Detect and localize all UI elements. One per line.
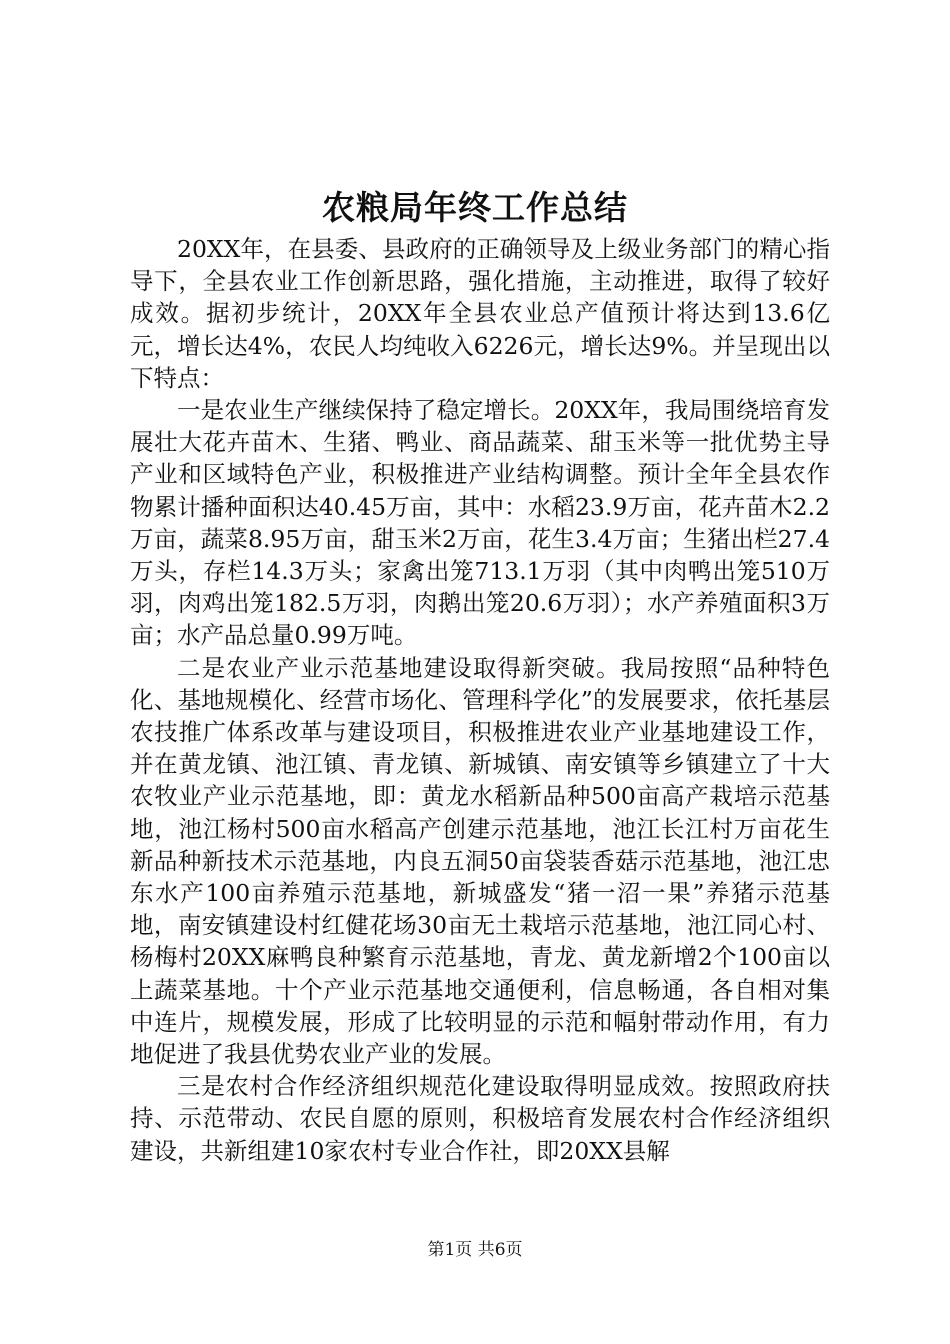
page-footer: 第1页 共6页 (427, 1240, 523, 1260)
paragraph-cooperative-organizations: 三是农村合作经济组织规范化建设取得明显成效。按照政府扶持、示范带动、农民自愿的原则，积极培育发展农村合作经济组织建设，共新组建10家农村专业合作社，即20XX县解 (130, 1072, 830, 1165)
paragraph-intro: 20XX年，在县委、县政府的正确领导及上级业务部门的精心指导下，全县农业工作创新思路，强化措施，主动推进，取得了较好成效。据初步统计，20XX年全县农业总产值预计将达到13.6亿元，增长达4%，农民人均纯收入6226元，增长达9%。并呈现出以下特点： (130, 235, 830, 392)
document-title: 农粮局年终工作总结 (322, 188, 628, 227)
paragraph-production-growth: 一是农业生产继续保持了稳定增长。20XX年，我局围绕培育发展壮大花卉苗木、生猪、鸭业、商品蔬菜、甜玉米等一批优势主导产业和区域特色产业，积极推进产业结构调整。预计全年全县农作物累计播种面积达40.45万亩，其中：水稻23.9万亩，花卉苗木2.2万亩，蔬菜8.95万亩，甜玉米2万亩，花生3.4万亩；生猪出栏27.4万头，存栏14.3万头；家禽出笼713.1万羽（其中肉鸭出笼510万羽，肉鸡出笼182.5万羽，肉鹅出笼20.6万羽）；水产养殖面积3万亩；水产品总量0.99万吨。 (130, 396, 830, 650)
paragraph-demonstration-bases: 二是农业产业示范基地建设取得新突破。我局按照“品种特色化、基地规模化、经营市场化、管理科学化”的发展要求，依托基层农技推广体系改革与建设项目，积极推进农业产业基地建设工作，并在黄龙镇、池江镇、青龙镇、新城镇、南安镇等乡镇建立了十大农牧业产业示范基地，即：黄龙水稻新品种500亩高产栽培示范基地，池江杨村500亩水稻高产创建示范基地，池江长江村万亩花生新品种新技术示范基地，内良五洞50亩袋装香菇示范基地，池江忠东水产100亩养殖示范基地，新城盛发“猪一沼一果”养猪示范基地，南安镇建设村红健花场30亩无土栽培示范基地，池江同心村、杨梅村20XX麻鸭良种繁育示范基地，青龙、黄龙新增2个100亩以上蔬菜基地。十个产业示范基地交通便利，信息畅通，各自相对集中连片，规模发展，形成了比较明显的示范和幅射带动作用，有力地促进了我县优势农业产业的发展。 (130, 653, 830, 1069)
document-body (130, 233, 830, 1167)
